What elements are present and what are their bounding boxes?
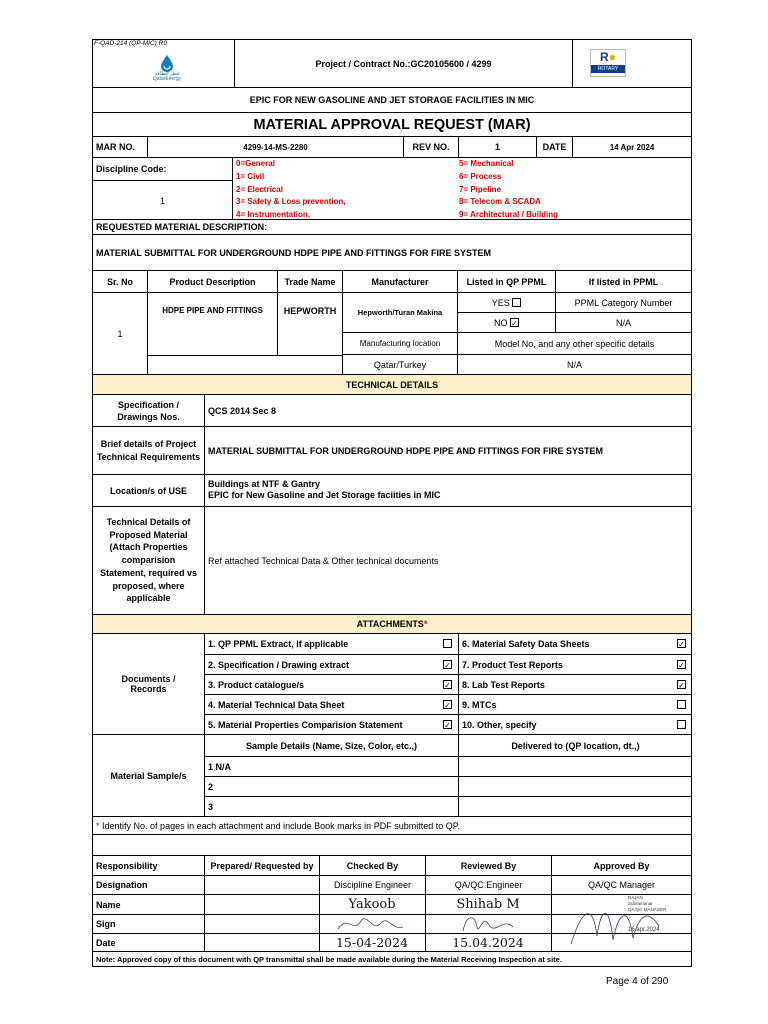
stamp-line: 16.apr.2024 <box>628 927 660 933</box>
signoff-header: Approved By <box>551 856 691 875</box>
location-label: Location/s of USE <box>93 474 204 506</box>
signoff-cell <box>204 875 319 894</box>
signoff-name: Shihab M <box>456 896 520 912</box>
signoff-table <box>93 855 691 951</box>
attachment-row <box>205 634 458 654</box>
date-label: DATE <box>536 137 572 157</box>
mar-no-label: MAR NO. <box>96 142 135 152</box>
attachment-row <box>205 674 458 694</box>
brief-label: Brief details of Project Technical Requirements <box>93 426 204 474</box>
signoff-designation: QA/QC Engineer <box>425 875 551 894</box>
attachment-row <box>459 674 692 694</box>
product-table <box>93 270 691 374</box>
signoff-date: 15.04.2024 <box>452 935 524 950</box>
form-code: F-QAD-214 (QP-MIC) R0 <box>94 40 167 47</box>
approval-note: Note: Approved copy of this document with QP transmittal shall be made available during the Material Receiving Inspection at site. <box>93 951 691 967</box>
col-listed-ppml: Listed in QP PPML <box>457 271 555 293</box>
ppml-category-value: N/A <box>555 313 691 333</box>
rotary-logo-cell <box>572 40 692 87</box>
attachment-row <box>205 714 458 734</box>
signoff-cell <box>204 894 319 914</box>
sample-row-2: 2 <box>205 777 458 797</box>
sample-row-3: 3 <box>208 802 214 812</box>
signoff-header: Responsibility <box>96 860 158 871</box>
document-title: MATERIAL APPROVAL REQUEST (MAR) <box>93 112 691 136</box>
discipline-block <box>93 157 691 219</box>
signoff-row-label: Sign <box>93 914 204 933</box>
attachments-right <box>458 634 692 734</box>
attachments-band <box>93 614 691 634</box>
col-manufacturer: Manufacturer <box>342 271 457 293</box>
attachment-row <box>459 654 692 674</box>
approval-stamp <box>628 895 690 951</box>
attachment-checkbox[interactable] <box>443 639 452 648</box>
signoff-date: 15-04-2024 <box>335 935 409 950</box>
attachments-band-text: ATTACHMENTS <box>356 619 424 629</box>
attachment-label: 4. Material Technical Data Sheet <box>208 700 345 710</box>
attachment-label: 9. MTCs <box>462 700 497 710</box>
discipline-codes <box>232 158 691 220</box>
attachment-row <box>459 714 692 734</box>
attachments-left <box>205 634 458 734</box>
listed-yes <box>457 293 555 313</box>
spec-label: Specification / Drawings Nos. <box>117 399 180 422</box>
attachment-label: 10. Other, specify <box>462 720 537 730</box>
reviewed-by-signature <box>453 909 533 937</box>
brief-value: MATERIAL SUBMITTAL FOR UNDERGROUND HDPE PIPE AND FITTINGS FOR FIRE SYSTEM <box>204 426 691 474</box>
col-product: Product Description <box>147 271 277 293</box>
attachment-row <box>459 634 692 654</box>
delivered-header: Delivered to (QP location, dt.,) <box>458 735 692 757</box>
col-trade-name: Trade Name <box>277 271 342 293</box>
attachment-label: 7. Product Test Reports <box>462 660 563 670</box>
sample-row-1: 1 N/A <box>205 757 458 777</box>
epic-title: EPIC FOR NEW GASOLINE AND JET STORAGE FACILITIES IN MIC <box>93 87 691 112</box>
form-frame <box>92 39 692 967</box>
col-sr-no: Sr. No <box>93 271 147 293</box>
stamp-line: RAJAN <box>628 895 643 900</box>
location-value <box>204 474 691 506</box>
attachment-label: 5. Material Properties Comparision Statement <box>208 720 403 730</box>
spec-value: QCS 2014 Sec 8 <box>204 395 691 426</box>
signoff-name: Yakoob <box>348 896 396 912</box>
listed-no <box>457 313 555 333</box>
samples-table <box>204 734 691 816</box>
row-trade-name: HEPWORTH <box>277 293 342 355</box>
attachment-label: 1. QP PPML Extract, If applicable <box>208 639 349 649</box>
sample-delivered-3 <box>458 797 692 817</box>
sample-delivered-2 <box>458 777 692 797</box>
row-product: HDPE PIPE AND FITTINGS <box>147 293 277 355</box>
attachment-label: 6. Material Safety Data Sheets <box>462 639 590 649</box>
mar-no-value: 4299-14-MS-2280 <box>147 137 403 157</box>
signoff-row-label: Name <box>93 894 204 914</box>
attachment-checkbox[interactable]: ✓ <box>444 681 451 690</box>
attachment-row <box>205 694 458 714</box>
proposed-label: Technical Details of Proposed Material (Attach Properties comparision Statement, required vs proposed, where applicable <box>93 506 204 614</box>
date-value: 14 Apr 2024 <box>572 137 691 157</box>
model-label: Model No, and any other specific details <box>457 333 691 355</box>
signoff-designation: Discipline Engineer <box>319 875 425 894</box>
mar-row <box>93 136 691 157</box>
qatarenergy-logo <box>107 50 227 86</box>
attachments-grid <box>204 634 691 734</box>
ppml-category-label: PPML Category Number <box>555 293 691 313</box>
description-label: REQUESTED MATERIAL DESCRIPTION: <box>93 219 691 234</box>
signoff-row-label: Date <box>93 933 204 952</box>
signoff-designation: QA/QC Manager <box>551 875 691 894</box>
mfg-location-label: Manufacturing location <box>342 333 457 355</box>
proposed-value: Ref attached Technical Data & Other technical documents <box>204 506 691 614</box>
attachment-checkbox[interactable]: ✓ <box>678 640 685 649</box>
attachment-checkbox[interactable]: ✓ <box>678 681 685 690</box>
description-text: MATERIAL SUBMITTAL FOR UNDERGROUND HDPE PIPE AND FITTINGS FOR FIRE SYSTEM <box>93 234 691 270</box>
documents-label: Documents / Records <box>121 674 176 694</box>
signoff-row-label: Designation <box>93 875 204 894</box>
sample-details-header: Sample Details (Name, Size, Color, etc.,) <box>205 735 458 757</box>
attachment-checkbox[interactable] <box>677 720 686 729</box>
sample-delivered-1 <box>458 757 692 777</box>
identify-mark: * <box>96 820 100 831</box>
rotary-logo: R● ROTARY <box>590 49 626 77</box>
mfg-location-value: Qatar/Turkey <box>342 355 457 375</box>
attachment-label: 3. Product catalogue/s <box>208 680 305 690</box>
attachment-checkbox[interactable]: ✓ <box>444 661 451 670</box>
discipline-value: 1 <box>93 180 232 220</box>
attachment-checkbox[interactable]: ✓ <box>678 661 685 670</box>
signoff-header: Prepared/ Requested by <box>204 856 319 875</box>
discipline-label: Discipline Code: <box>96 164 167 174</box>
yes-label: YES <box>491 297 510 308</box>
samples-label: Material Sample/s <box>93 734 204 816</box>
project-contract-no: Project / Contract No.:GC20105600 / 4299 <box>234 40 572 87</box>
model-value: N/A <box>457 355 691 375</box>
attachment-label: 2. Specification / Drawing extract <box>208 660 350 670</box>
attachment-row <box>205 654 458 674</box>
codes-right: 5= Mechanical 6= Process 7= Pipeline 8= Telecom & SCADA 9= Architectural / Building <box>459 159 559 220</box>
client-logo-text: قطر للطاقة QatarEnergy <box>152 71 182 82</box>
technical-band: TECHNICAL DETAILS <box>93 374 691 395</box>
stamp-line: QA/QC MANAGER <box>628 907 667 912</box>
page-number: Page 4 of 290 <box>606 976 669 987</box>
attachment-checkbox[interactable]: ✓ <box>444 721 451 730</box>
no-checkbox[interactable]: ✓ <box>511 319 518 328</box>
location-line-1: Buildings at NTF & Gantry <box>208 479 321 489</box>
stamp-line: Subramania <box>628 901 653 906</box>
identify-note-text: Identify No. of pages in each attachment and include Book marks in PDF submitted to QP. <box>102 820 461 831</box>
location-line-2: EPIC for New Gasoline and Jet Storage faciities in MIC <box>208 490 441 500</box>
row-sr-no: 1 <box>117 329 123 339</box>
rotary-logo-text: ROTARY <box>591 65 625 73</box>
rev-no-value: 1 <box>458 137 536 157</box>
row-blank <box>147 355 342 375</box>
rev-no-label: REV NO. <box>403 137 458 157</box>
checked-by-signature <box>333 909 413 937</box>
signoff-header: Checked By <box>319 856 425 875</box>
attachment-row <box>459 694 692 714</box>
row-manufacturer: Hepworth/Turan Makina <box>342 293 457 333</box>
signoff-header: Reviewed By <box>425 856 551 875</box>
no-label: NO <box>493 317 508 328</box>
signoff-cell <box>204 914 319 933</box>
yes-checkbox[interactable] <box>512 298 521 307</box>
identify-note <box>93 816 691 834</box>
attachment-label: 8. Lab Test Reports <box>462 680 545 690</box>
signoff-cell <box>204 933 319 952</box>
attachment-checkbox[interactable]: ✓ <box>444 701 451 710</box>
blank-row <box>93 834 691 855</box>
codes-left: 0=General 1= Civil 2= Electrical 3= Safety & Loss prevention, 4= Instrumentation, <box>236 159 346 220</box>
attachments-band-mark: * <box>423 619 428 629</box>
col-if-listed: If listed in PPML <box>555 271 691 293</box>
attachment-checkbox[interactable] <box>677 700 686 709</box>
